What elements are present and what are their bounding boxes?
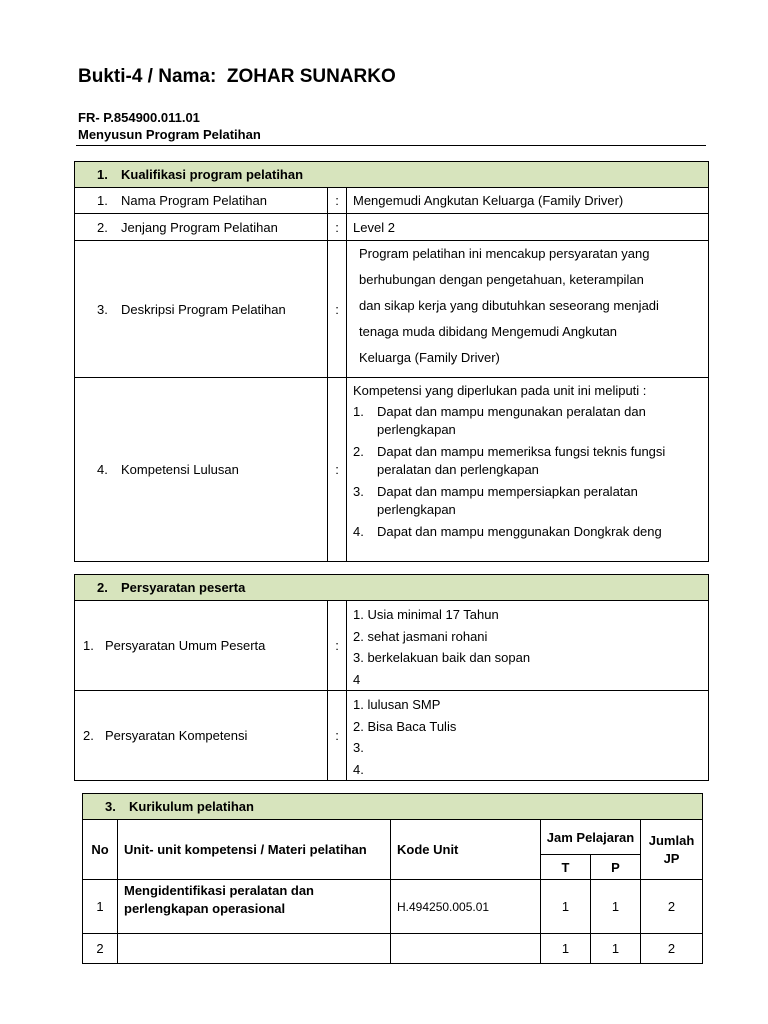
cell-jumlah: 2 <box>641 880 703 934</box>
column-header-jam: Jam Pelajaran <box>541 820 641 855</box>
cell-no: 1 <box>83 880 118 934</box>
section-number: 2. <box>97 580 108 595</box>
row-number: 2. <box>83 728 94 743</box>
form-code: FR- P.854900.011.01 <box>78 110 200 125</box>
page-title: Bukti-4 / Nama: ZOHAR SUNARKO <box>78 66 396 87</box>
description-cell <box>347 241 709 378</box>
list-item <box>353 443 702 479</box>
section-header-row <box>75 162 709 188</box>
colon-cell: : <box>328 241 347 378</box>
list-item <box>353 403 702 439</box>
list-item: 1. lulusan SMP <box>353 697 441 712</box>
table-row <box>83 934 703 964</box>
table-row <box>75 601 709 691</box>
item-text: Dapat dan mampu memeriksa fungsi teknis fungsi peralatan dan perlengkapan <box>377 444 666 477</box>
cell-p: 1 <box>591 934 641 964</box>
section-number: 3. <box>105 799 116 814</box>
table-row <box>83 880 703 934</box>
row-number: 3. <box>97 301 108 317</box>
header-divider <box>76 145 706 146</box>
row-number: 1. <box>97 193 108 208</box>
competency-intro: Kompetensi yang diperlukan pada unit ini meliputi : <box>353 383 647 398</box>
section-number: 1. <box>97 167 108 182</box>
form-subtitle: Menyusun Program Pelatihan <box>78 127 261 142</box>
column-header-kode: Kode Unit <box>391 820 541 880</box>
requirement-list <box>347 691 709 781</box>
column-header-unit: Unit- unit kompetensi / Materi pelatihan <box>118 820 391 880</box>
section-header-row <box>75 575 709 601</box>
column-header-jumlah: Jumlah JP <box>641 820 703 880</box>
description-line: Keluarga (Family Driver) <box>359 350 500 365</box>
cell-p: 1 <box>591 880 641 934</box>
section-title: Kurikulum pelatihan <box>129 799 254 814</box>
column-header-p: P <box>591 855 641 880</box>
list-item: 2. sehat jasmani rohani <box>353 628 488 644</box>
row-label <box>75 601 328 691</box>
colon-cell: : <box>328 691 347 781</box>
cell-no: 2 <box>83 934 118 964</box>
table-row <box>75 691 709 781</box>
list-item: 3. <box>353 740 364 755</box>
section-heading <box>83 794 703 820</box>
cell-t: 1 <box>541 934 591 964</box>
list-item <box>353 523 702 541</box>
item-number: 4. <box>353 524 364 539</box>
colon-cell: : <box>328 378 347 562</box>
persyaratan-table <box>74 574 709 781</box>
kualifikasi-table <box>74 161 709 562</box>
competency-list <box>353 403 702 541</box>
item-number: 3. <box>353 484 364 499</box>
row-label <box>75 378 328 562</box>
description-line: berhubungan dengan pengetahuan, keterampilan <box>359 272 644 287</box>
list-item: 1. Usia minimal 17 Tahun <box>353 607 499 622</box>
row-value: Mengemudi Angkutan Keluarga (Family Driver) <box>347 188 709 214</box>
table-row <box>75 188 709 214</box>
item-number: 1. <box>353 404 364 419</box>
row-label-text: Persyaratan Kompetensi <box>105 728 248 743</box>
table-row <box>75 241 709 378</box>
list-item: 4. <box>353 761 364 777</box>
list-item: 2. Bisa Baca Tulis <box>353 718 457 734</box>
competency-cell <box>347 378 709 562</box>
cell-unit <box>118 934 391 964</box>
section-title: Kualifikasi program pelatihan <box>121 167 304 182</box>
kurikulum-table <box>82 793 703 964</box>
row-label-text: Deskripsi Program Pelatihan <box>121 301 286 317</box>
description-line: dan sikap kerja yang dibutuhkan seseorang menjadi <box>359 298 659 313</box>
row-number: 4. <box>97 462 108 477</box>
description-line: tenaga muda dibidang Mengemudi Angkutan <box>359 324 618 339</box>
column-header-no: No <box>83 820 118 880</box>
row-label-text: Jenjang Program Pelatihan <box>121 219 278 235</box>
section-heading <box>75 575 709 601</box>
row-label-text: Nama Program Pelatihan <box>121 193 267 208</box>
row-label-text: Persyaratan Umum Peserta <box>105 638 266 653</box>
colon-cell: : <box>328 188 347 214</box>
colon-cell: : <box>328 601 347 691</box>
row-label <box>75 691 328 781</box>
description-line: Program pelatihan ini mencakup persyaratan yang <box>359 246 650 261</box>
item-text: Dapat dan mampu mempersiapkan peralatan perlengkapan <box>377 484 638 517</box>
row-number: 1. <box>83 638 94 653</box>
colon-cell: : <box>328 214 347 241</box>
row-number: 2. <box>97 219 108 235</box>
row-label <box>75 214 328 241</box>
column-header-t: T <box>541 855 591 880</box>
requirement-list <box>347 601 709 691</box>
item-text: Dapat dan mampu mengunakan peralatan dan perlengkapan <box>377 404 646 437</box>
list-item: 4 <box>353 671 361 687</box>
table-row <box>75 378 709 562</box>
cell-kode <box>391 934 541 964</box>
list-item <box>353 483 702 519</box>
cell-kode: H.494250.005.01 <box>391 880 541 934</box>
list-item: 3. berkelakuan baik dan sopan <box>353 650 531 665</box>
item-text: Dapat dan mampu menggunakan Dongkrak deng <box>377 524 662 539</box>
row-label <box>75 188 328 214</box>
cell-unit: Mengidentifikasi peralatan dan perlengkapan operasional <box>118 880 391 934</box>
table-header-row <box>83 820 703 855</box>
cell-t: 1 <box>541 880 591 934</box>
table-row <box>75 214 709 241</box>
row-label-text: Kompetensi Lulusan <box>121 462 239 477</box>
item-number: 2. <box>353 444 364 459</box>
section-heading <box>75 162 709 188</box>
cell-jumlah: 2 <box>641 934 703 964</box>
section-title: Persyaratan peserta <box>121 580 246 595</box>
row-label <box>75 241 328 378</box>
row-value: Level 2 <box>347 214 709 241</box>
section-header-row <box>83 794 703 820</box>
